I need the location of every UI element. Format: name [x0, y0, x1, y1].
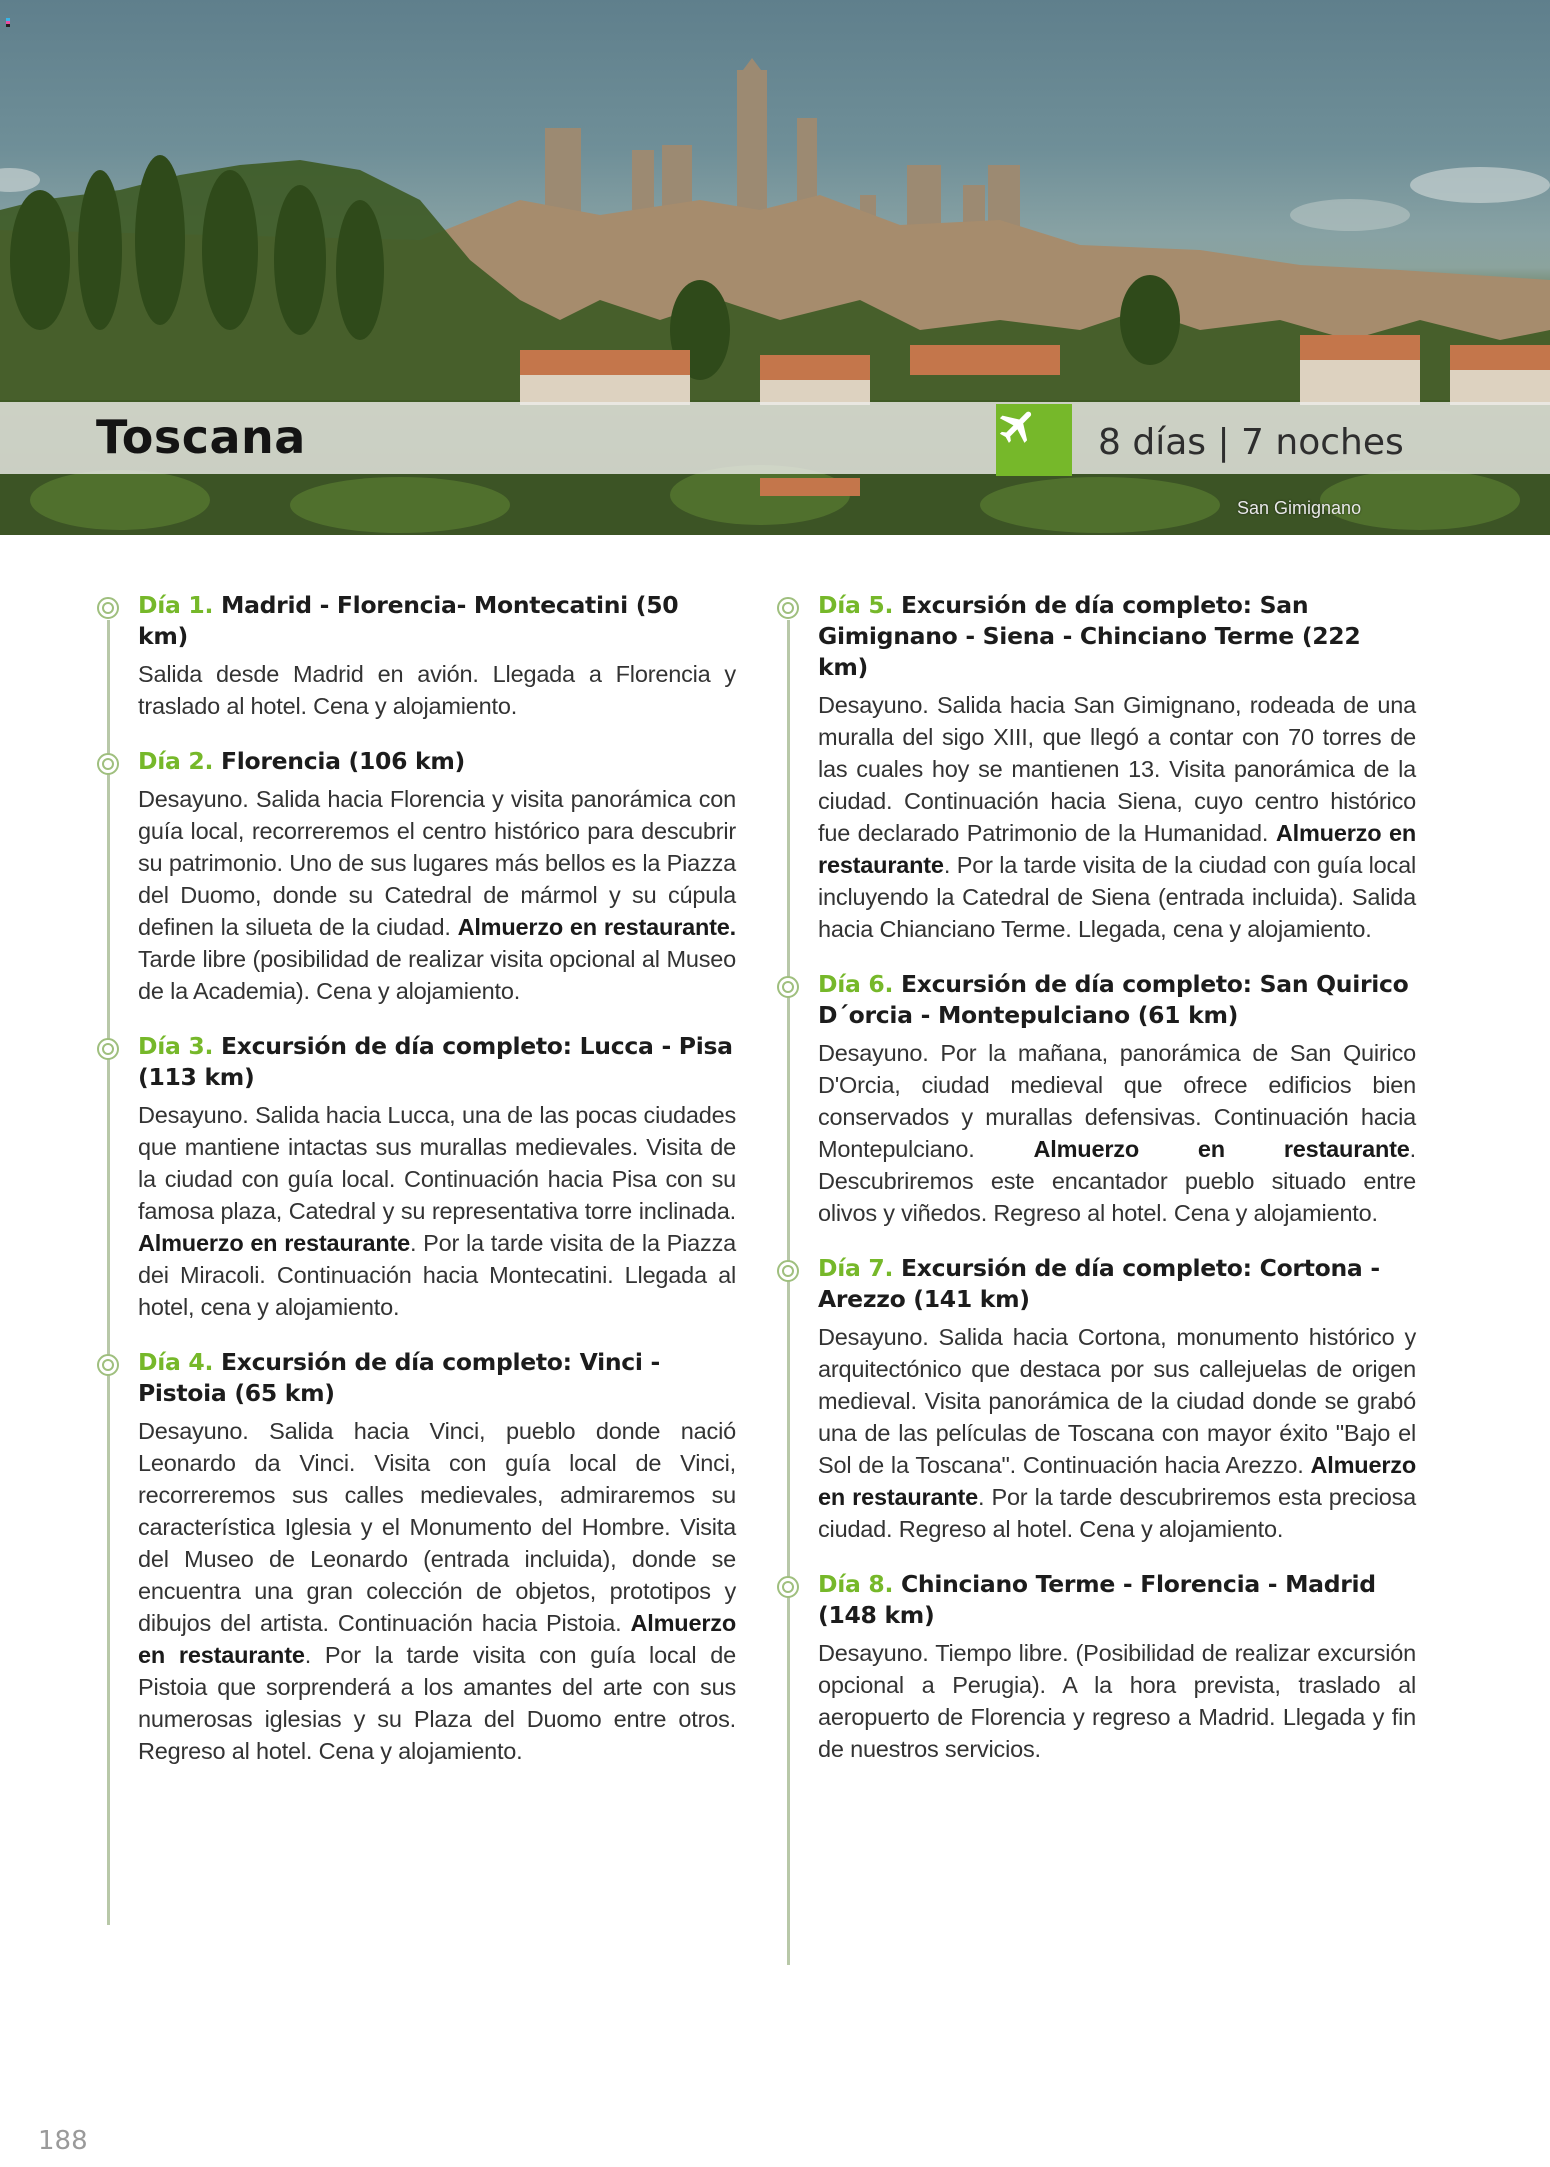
page-title: Toscana	[96, 410, 306, 464]
itinerary-column-right	[776, 590, 1416, 1789]
day-label: Día 8.	[818, 1570, 894, 1598]
day-heading	[818, 1569, 1416, 1631]
day-label: Día 7.	[818, 1254, 894, 1282]
timeline-bullet-icon	[776, 596, 800, 620]
highlight-text: Almuerzo en restaurante	[818, 820, 1416, 878]
day-heading	[818, 590, 1416, 683]
photo-caption: San Gimignano	[1237, 498, 1362, 518]
day-label: Día 1.	[138, 591, 214, 619]
body-text: Desayuno. Por la mañana, panorámica de San Quirico D'Orcia, ciudad medieval que ofrece edificios bien conservados y murallas defensivas. Continuación hacia Montepulciano.	[818, 1040, 1416, 1162]
body-text: . Por la tarde visita de la Piazza dei Miracoli. Continuación hacia Montecatini. Llegada al hotel, cena y alojamiento.	[138, 1230, 736, 1320]
day-description	[818, 1637, 1416, 1765]
print-registration-mark	[6, 18, 10, 27]
itinerary-day	[96, 1031, 736, 1323]
body-text: Desayuno. Tiempo libre. (Posibilidad de realizar excursión opcional a Perugia). A la hora prevista, traslado al aeropuerto de Florencia y regreso a Madrid. Llegada y fin de nuestros servicios.	[818, 1640, 1416, 1762]
itinerary-day	[776, 1253, 1416, 1545]
day-label: Día 5.	[818, 591, 894, 619]
airplane-icon	[996, 404, 1040, 448]
hero-photo	[0, 0, 1550, 535]
body-text: . Descubriremos este encantador pueblo situado entre olivos y viñedos. Regreso al hotel. Cena y alojamiento.	[818, 1136, 1416, 1226]
flight-badge	[996, 404, 1072, 476]
itinerary-day	[96, 1347, 736, 1767]
timeline-bullet-icon	[776, 975, 800, 999]
day-heading	[138, 590, 736, 652]
highlight-text: Almuerzo en restaurante.	[457, 914, 736, 940]
day-heading	[818, 969, 1416, 1031]
timeline-bullet-icon	[776, 1575, 800, 1599]
body-text: Desayuno. Salida hacia Lucca, una de las pocas ciudades que mantiene intactas sus murallas medievales. Visita de la ciudad con guía local. Continuación hacia Pisa con su famosa plaza, Catedral y su representativa torre inclinada.	[138, 1102, 736, 1224]
day-description	[818, 689, 1416, 945]
day-title: Excursión de día completo: San Gimignano - Siena - Chinciano Terme (222 km)	[818, 591, 1361, 681]
highlight-text: Almuerzo en restaurante	[1033, 1136, 1410, 1162]
body-text: Desayuno. Salida hacia San Gimignano, rodeada de una muralla del sigo XIII, que llegó a contar con 70 torres de las cuales hoy se mantienen 13. Visita panorámica de la ciudad. Continuación hacia Siena, cuyo centro histórico fue declarado Patrimonio de la Humanidad.	[818, 692, 1416, 846]
itinerary-day	[96, 590, 736, 722]
itinerary-day	[776, 969, 1416, 1229]
highlight-text: Almuerzo en restaurante	[138, 1230, 410, 1256]
itinerary-day	[776, 1569, 1416, 1765]
highlight-text: Almuerzo en restaurante	[818, 1452, 1416, 1510]
day-description	[138, 658, 736, 722]
itinerary-column-left	[96, 590, 736, 1791]
day-description	[138, 1099, 736, 1323]
timeline-bullet-icon	[96, 1353, 120, 1377]
timeline-bullet-icon	[776, 1259, 800, 1283]
day-title: Excursión de día completo: Lucca - Pisa (113 km)	[138, 1032, 733, 1091]
day-description	[818, 1321, 1416, 1545]
day-label: Día 2.	[138, 747, 214, 775]
body-text: Salida desde Madrid en avión. Llegada a Florencia y traslado al hotel. Cena y alojamiento.	[138, 661, 736, 719]
body-text: . Por la tarde descubriremos esta preciosa ciudad. Regreso al hotel. Cena y alojamiento.	[818, 1484, 1416, 1542]
day-description	[818, 1037, 1416, 1229]
itinerary-day	[96, 746, 736, 1007]
day-title: Chinciano Terme - Florencia - Madrid (148 km)	[818, 1570, 1376, 1629]
day-label: Día 4.	[138, 1348, 214, 1376]
timeline-bullet-icon	[96, 752, 120, 776]
day-title: Madrid - Florencia- Montecatini (50 km)	[138, 591, 679, 650]
highlight-text: Almuerzo en restaurante	[138, 1610, 736, 1668]
timeline-bullet-icon	[96, 1037, 120, 1061]
day-label: Día 6.	[818, 970, 894, 998]
day-heading	[138, 1031, 736, 1093]
day-label: Día 3.	[138, 1032, 214, 1060]
itinerary-day	[776, 590, 1416, 945]
day-heading	[138, 746, 736, 777]
timeline-bullet-icon	[96, 596, 120, 620]
trip-duration: 8 días | 7 noches	[1098, 422, 1404, 463]
day-heading	[138, 1347, 736, 1409]
body-text: Desayuno. Salida hacia Cortona, monumento histórico y arquitectónico que destaca por sus callejuelas de origen medieval. Visita panorámica de la ciudad donde se grabó una de las películas de Toscana con mayor éxito "Bajo el Sol de la Toscana". Continuación hacia Arezzo.	[818, 1324, 1416, 1478]
day-title: Excursión de día completo: Vinci - Pistoia (65 km)	[138, 1348, 661, 1407]
day-description	[138, 1415, 736, 1767]
body-text: . Por la tarde visita con guía local de Pistoia que sorprenderá a los amantes del arte con sus numerosas iglesias y su Plaza del Duomo entre otros. Regreso al hotel. Cena y alojamiento.	[138, 1642, 736, 1764]
day-title: Florencia (106 km)	[220, 747, 465, 775]
day-heading	[818, 1253, 1416, 1315]
body-text: Desayuno. Salida hacia Florencia y visita panorámica con guía local, recorreremos el centro histórico para descubrir su patrimonio. Uno de sus lugares más bellos es la Piazza del Duomo, donde su Catedral de mármol y su cúpula definen la silueta de la ciudad.	[138, 786, 736, 940]
body-text: Tarde libre (posibilidad de realizar visita opcional al Museo de la Academia). Cena y alojamiento.	[138, 946, 736, 1004]
day-title: Excursión de día completo: Cortona - Arezzo (141 km)	[818, 1254, 1380, 1313]
body-text: Desayuno. Salida hacia Vinci, pueblo donde nació Leonardo da Vinci. Visita con guía local de Vinci, recorreremos sus calles medievales, admiraremos su característica Iglesia y el Monumento del Hombre. Visita del Museo de Leonardo (entrada incluida), donde se encuentra una gran colección de objetos, prototipos y dibujos del artista. Continuación hacia Pistoia.	[138, 1418, 736, 1636]
body-text: . Por la tarde visita de la ciudad con guía local incluyendo la Catedral de Siena (entrada incluida). Salida hacia Chianciano Terme. Llegada, cena y alojamiento.	[818, 852, 1416, 942]
day-description	[138, 783, 736, 1007]
day-title: Excursión de día completo: San Quirico D´orcia - Montepulciano (61 km)	[818, 970, 1409, 1029]
page-number: 188	[38, 2126, 88, 2156]
